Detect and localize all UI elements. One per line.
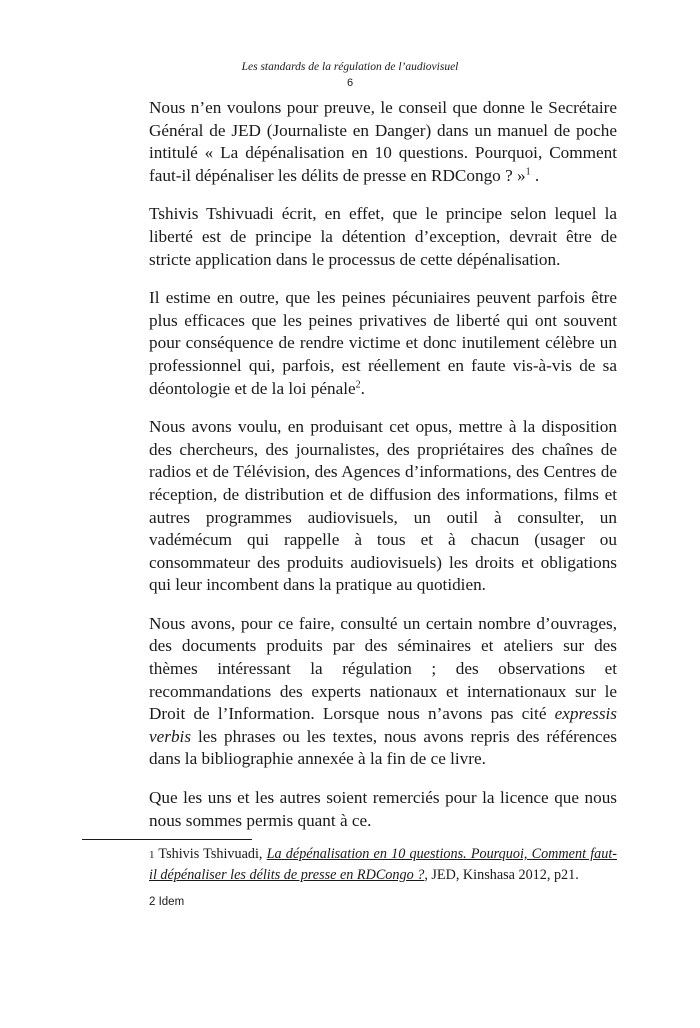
footnote-ref-2[interactable]: 2 <box>355 378 361 390</box>
paragraph-5-text-end: les phrases ou les textes, nous avons repris des références dans la bibliographie annexée à la fin de ce livre. <box>149 726 617 769</box>
paragraph-1 <box>149 97 617 187</box>
page-number: 6 <box>346 77 354 89</box>
footnote-1-title-link[interactable]: La dépénalisation en 10 questions. Pourquoi, Comment faut-il dépénaliser les délits de presse en RDCongo ? <box>149 846 617 883</box>
paragraph-5 <box>149 613 617 771</box>
paragraph-1-tail: . <box>530 165 540 185</box>
footnote-ref-1[interactable]: 1 <box>525 166 531 178</box>
paragraph-1-text: Nous n’en voulons pour preuve, le conseil que donne le Secrétaire Général de JED (Journaliste en Danger) dans un manuel de poche intitulé « La dépénalisation en 10 questions. Pourquoi, Comment faut-il dépénaliser les délits de presse en RDCongo ? » <box>149 98 617 185</box>
footnote-separator <box>82 839 252 840</box>
footnote-1 <box>149 845 617 885</box>
paragraph-5-italic-phrase: expressis verbis <box>149 704 617 746</box>
paragraph-5-text-start: Nous avons, pour ce faire, consulté un certain nombre d’ouvrages, des documents produits par des séminaires et ateliers sur des thèmes intéressant la régulation ; des observations et recommandations des experts nationaux et internationaux sur le Droit de l’Information. Lorsque nous n’avons pas cité <box>149 613 617 724</box>
footnote-1-number: 1 <box>149 849 155 861</box>
paragraph-3-text: Il estime en outre, que les peines pécuniaires peuvent parfois être plus efficaces que les peines privatives de liberté qui ont souvent pour conséquence de rendre victime et donc inutilement célèbre un professionnel qui, parfois, est réellement en faute vis-à-vis de sa déontologie et de la loi pénale <box>149 288 617 398</box>
paragraph-2: Tshivis Tshivuadi écrit, en effet, que le principe selon lequel la liberté est de principe la détention d’exception, devrait être de stricte application dans le processus de cette dépénalisation. <box>149 204 617 269</box>
footnote-1-details: , JED, Kinshasa 2012, p21. <box>424 866 579 883</box>
body-text <box>149 97 617 832</box>
running-header: Les standards de la régulation de l’audiovisuel <box>241 61 459 73</box>
paragraph-3 <box>149 287 617 400</box>
footnote-2: 2 Idem <box>149 896 185 908</box>
footnotes <box>149 845 617 885</box>
paragraph-6: Que les uns et les autres soient remerciés pour la licence que nous nous sommes permis quant à ce. <box>149 788 617 830</box>
footnote-1-author: Tshivis Tshivuadi, <box>154 846 267 862</box>
paragraph-4: Nous avons voulu, en produisant cet opus, mettre à la disposition des chercheurs, des journalistes, des propriétaires des chaînes de radios et de Télévision, des Agences d’informations, des Centres de réception, de distribution et de diffusion des informations, films et autres programmes audiovisuels, un outil à consulter, un vadémécum qui rappelle à tous et à chacun (usager ou consommateur des produits audiovisuels) les droits et obligations qui leur incombent dans la pratique au quotidien. <box>149 417 617 595</box>
paragraph-3-tail: . <box>360 378 365 398</box>
